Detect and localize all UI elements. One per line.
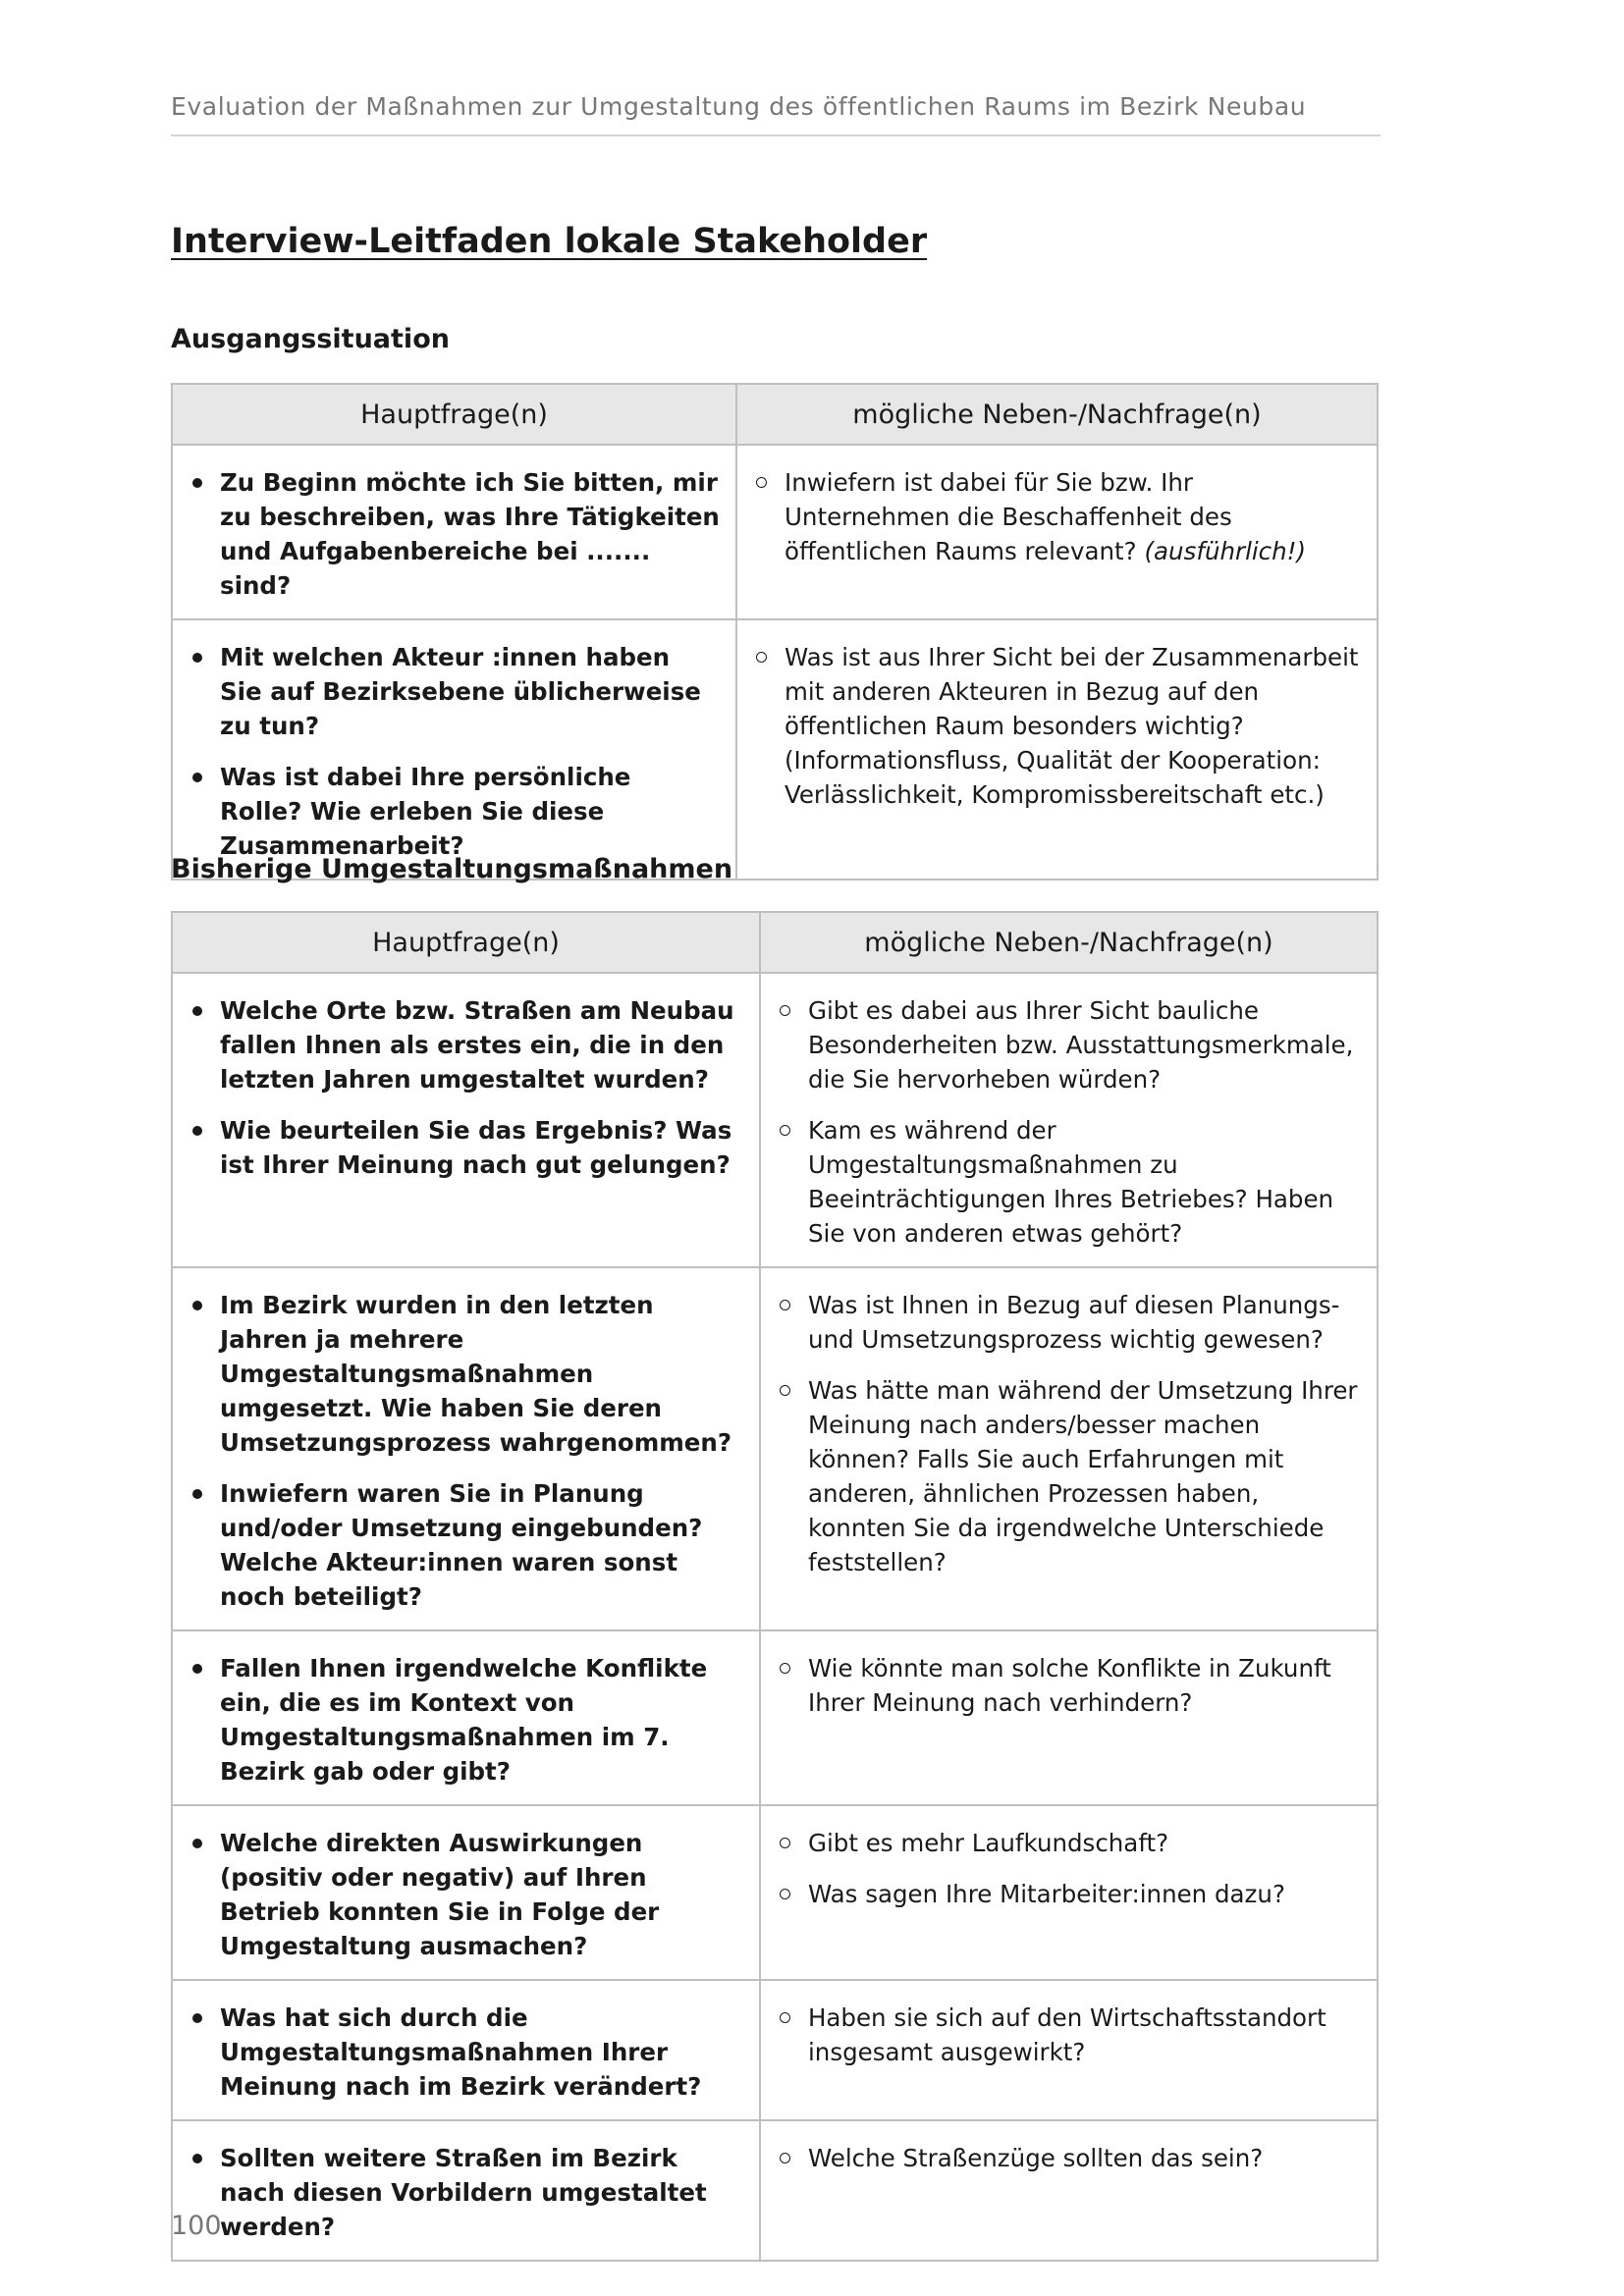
column-header-nachfragen: mögliche Neben-/Nachfrage(n) xyxy=(736,384,1378,445)
follow-up-list xyxy=(753,465,1361,568)
column-header-nachfragen: mögliche Neben-/Nachfrage(n) xyxy=(760,912,1378,973)
interview-table-ausgangssituation xyxy=(171,383,1379,881)
main-question-cell xyxy=(172,1805,760,1980)
follow-up-item xyxy=(777,2141,1361,2175)
table-row xyxy=(172,1980,1378,2120)
follow-up-list xyxy=(777,1651,1361,1720)
follow-up-text: Was ist Ihnen in Bezug auf diesen Planungs- und Umsetzungsprozess wichtig gewesen? xyxy=(808,1291,1340,1354)
main-question-cell xyxy=(172,1630,760,1805)
follow-up-item xyxy=(777,1877,1361,1911)
main-question-item: Was hat sich durch die Umgestaltungsmaßnahmen Ihrer Meinung nach im Bezirk verändert? xyxy=(189,2001,743,2104)
table-row xyxy=(172,973,1378,1267)
running-header: Evaluation der Maßnahmen zur Umgestaltung des öffentlichen Raums im Bezirk Neubau xyxy=(171,92,1380,136)
main-question-cell xyxy=(172,973,760,1267)
main-question-list xyxy=(189,640,720,863)
table-header-row xyxy=(172,384,1378,445)
table-body xyxy=(172,973,1378,2261)
column-header-hauptfragen: Hauptfrage(n) xyxy=(172,912,760,973)
table-body xyxy=(172,445,1378,880)
follow-up-cell xyxy=(736,619,1378,880)
follow-up-text: Haben sie sich auf den Wirtschaftsstandort insgesamt ausgewirkt? xyxy=(808,2003,1326,2066)
follow-up-cell xyxy=(760,1805,1378,1980)
table-row xyxy=(172,2120,1378,2261)
main-question-item: Wie beurteilen Sie das Ergebnis? Was ist Ihrer Meinung nach gut gelungen? xyxy=(189,1113,743,1182)
follow-up-cell xyxy=(760,2120,1378,2261)
follow-up-text: Was ist aus Ihrer Sicht bei der Zusammenarbeit mit anderen Akteuren in Bezug auf den öffentlichen Raum besonders wichtig? (Informationsfluss, Qualität der Kooperation: Verlässlichkeit, Kompromissbereitschaft etc.) xyxy=(785,643,1359,809)
follow-up-item xyxy=(777,1113,1361,1251)
table-row xyxy=(172,1630,1378,1805)
follow-up-list xyxy=(777,1826,1361,1911)
table-header-row xyxy=(172,912,1378,973)
follow-up-text: Gibt es dabei aus Ihrer Sicht bauliche Besonderheiten bzw. Ausstattungsmerkmale, die Sie hervorheben würden? xyxy=(808,996,1354,1094)
main-question-cell xyxy=(172,445,736,619)
main-question-list xyxy=(189,1826,743,1963)
follow-up-text: Inwiefern ist dabei für Sie bzw. Ihr Unternehmen die Beschaffenheit des öffentlichen Raums relevant? xyxy=(785,468,1232,565)
follow-up-cell xyxy=(760,1980,1378,2120)
follow-up-item xyxy=(777,1826,1361,1860)
follow-up-cell xyxy=(760,1630,1378,1805)
follow-up-text: Gibt es mehr Laufkundschaft? xyxy=(808,1829,1169,1857)
main-question-list xyxy=(189,465,720,603)
follow-up-text: Was sagen Ihre Mitarbeiter:innen dazu? xyxy=(808,1880,1285,1908)
main-question-list xyxy=(189,993,743,1182)
follow-up-item xyxy=(753,465,1361,568)
page-title: Interview-Leitfaden lokale Stakeholder xyxy=(171,222,928,261)
follow-up-item xyxy=(753,640,1361,812)
main-question-item: Zu Beginn möchte ich Sie bitten, mir zu beschreiben, was Ihre Tätigkeiten und Aufgabenbereiche bei ....... sind? xyxy=(189,465,720,603)
follow-up-text: Welche Straßenzüge sollten das sein? xyxy=(808,2144,1264,2172)
main-question-cell xyxy=(172,1267,760,1630)
main-question-list xyxy=(189,2141,743,2244)
main-question-cell xyxy=(172,1980,760,2120)
main-question-item: Welche direkten Auswirkungen (positiv oder negativ) auf Ihren Betrieb konnten Sie in Folge der Umgestaltung ausmachen? xyxy=(189,1826,743,1963)
follow-up-cell xyxy=(760,973,1378,1267)
table-row xyxy=(172,1805,1378,1980)
follow-up-list xyxy=(753,640,1361,812)
follow-up-emphasis: (ausführlich!) xyxy=(1144,537,1307,565)
follow-up-item xyxy=(777,993,1361,1096)
follow-up-item xyxy=(777,1651,1361,1720)
follow-up-list xyxy=(777,2001,1361,2069)
main-question-list xyxy=(189,1651,743,1789)
follow-up-text: Wie könnte man solche Konflikte in Zukunft Ihrer Meinung nach verhindern? xyxy=(808,1654,1331,1717)
follow-up-cell xyxy=(736,445,1378,619)
follow-up-list xyxy=(777,1288,1361,1579)
table-row xyxy=(172,619,1378,880)
main-question-item: Fallen Ihnen irgendwelche Konflikte ein, die es im Kontext von Umgestaltungsmaßnahmen im 7. Bezirk gab oder gibt? xyxy=(189,1651,743,1789)
main-question-item: Sollten weitere Straßen im Bezirk nach diesen Vorbildern umgestaltet werden? xyxy=(189,2141,743,2244)
column-header-hauptfragen: Hauptfrage(n) xyxy=(172,384,736,445)
interview-table-umgestaltungsmassnahmen xyxy=(171,911,1379,2262)
follow-up-item xyxy=(777,1288,1361,1357)
section-heading-umgestaltungsmassnahmen: Bisherige Umgestaltungsmaßnahmen xyxy=(171,854,733,884)
table-row xyxy=(172,1267,1378,1630)
follow-up-cell xyxy=(760,1267,1378,1630)
main-question-list xyxy=(189,1288,743,1614)
main-question-item: Was ist dabei Ihre persönliche Rolle? Wie erleben Sie diese Zusammenarbeit? xyxy=(189,760,720,863)
main-question-item: Im Bezirk wurden in den letzten Jahren ja mehrere Umgestaltungsmaßnahmen umgesetzt. Wie haben Sie deren Umsetzungsprozess wahrgenommen? xyxy=(189,1288,743,1460)
follow-up-list xyxy=(777,2141,1361,2175)
main-question-cell xyxy=(172,619,736,880)
main-question-list xyxy=(189,2001,743,2104)
page-number: 100 xyxy=(171,2211,222,2241)
main-question-item: Inwiefern waren Sie in Planung und/oder Umsetzung eingebunden? Welche Akteur:innen waren sonst noch beteiligt? xyxy=(189,1476,743,1614)
follow-up-list xyxy=(777,993,1361,1251)
table-row xyxy=(172,445,1378,619)
follow-up-item xyxy=(777,2001,1361,2069)
follow-up-text: Kam es während der Umgestaltungsmaßnahmen zu Beeinträchtigungen Ihres Betriebes? Haben Sie von anderen etwas gehört? xyxy=(808,1116,1334,1248)
section-heading-ausgangssituation: Ausgangssituation xyxy=(171,324,450,354)
main-question-item: Welche Orte bzw. Straßen am Neubau fallen Ihnen als erstes ein, die in den letzten Jahren umgestaltet wurden? xyxy=(189,993,743,1096)
follow-up-item xyxy=(777,1373,1361,1579)
main-question-cell xyxy=(172,2120,760,2261)
follow-up-text: Was hätte man während der Umsetzung Ihrer Meinung nach anders/besser machen können? Falls Sie auch Erfahrungen mit anderen, ähnlichen Prozessen haben, konnten Sie da irgendwelche Unterschiede feststellen? xyxy=(808,1376,1358,1576)
main-question-item: Mit welchen Akteur :innen haben Sie auf Bezirksebene üblicherweise zu tun? xyxy=(189,640,720,743)
